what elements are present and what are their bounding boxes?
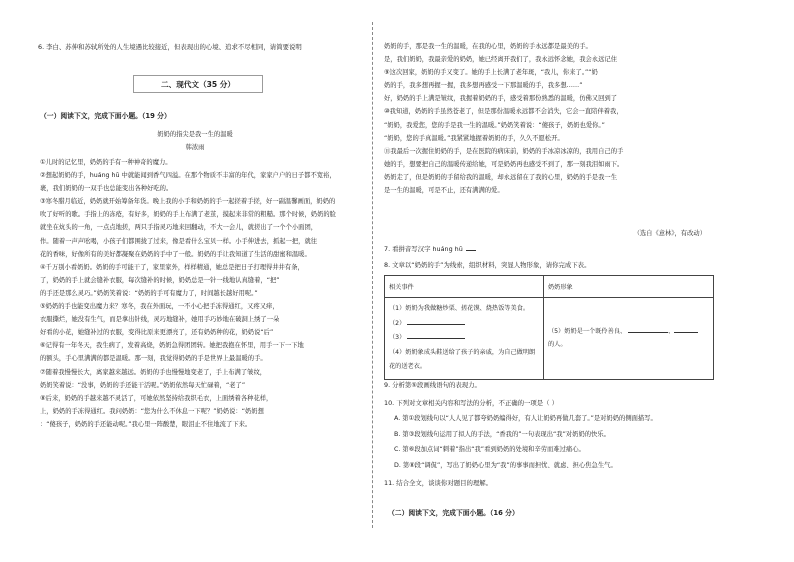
- answer-table: [384, 275, 714, 380]
- article-line: ⑤奶奶的手也能变出魔力来？寒冬，我在外面玩，一不小心把手冻得通红，又疼又痒，: [40, 303, 279, 311]
- question-7-text: 7. 看拼音写汉字 huáng hū: [384, 245, 463, 253]
- question-11: 11. 结合全文，谈谈你对题目的理解。: [384, 479, 493, 487]
- article-line: “奶奶，您的手真温暖。”我紧紧地握着奶奶的手，久久不愿松开。: [384, 134, 564, 142]
- option-b[interactable]: B. 第③段划线句运用了拟人的手法，“香我的”一句表现出“我”对奶奶的快乐。: [394, 430, 610, 438]
- article-line: 好，奶奶的手上满是皱纹，我握着奶奶的手，感受着那份熟悉的温暖，仿佛又回到了: [384, 95, 617, 103]
- article-line: 奶奶的手，那是我一生的温暖，在我的心里，奶奶的手永远都是最美的手。: [384, 43, 592, 50]
- article-line: ⑪我最后一次握住奶奶的手，是在医院的病床前，奶奶的手冰凉冰凉的，我用自己的手: [384, 147, 624, 155]
- article-line: 好看的小花，她缝补过的衣服，变得比原来更漂亮了，还有奶奶种的花，奶奶说“后”: [40, 329, 274, 337]
- column-divider: [372, 22, 373, 528]
- table-event-3: （3）: [389, 331, 539, 346]
- table-image-cell: （5）奶奶是一个既伶善良、 、 的人。: [544, 298, 714, 380]
- article-author: 韩浓雨: [185, 144, 205, 151]
- article-line: ④千万别小看奶奶。奶奶的手可能干了，家里家外，样样精通，她总是把日子打理得井井有条，: [40, 263, 304, 271]
- section-title: 二、现代文（35 分）: [161, 79, 235, 89]
- part1-heading: （一）阅读下文，完成下面小题。（19 分）: [40, 112, 171, 120]
- table-events-cell: [385, 298, 544, 380]
- article-body-right: [384, 40, 716, 197]
- article-title: 奶奶的指尖是我一生的温暖: [157, 131, 233, 138]
- table-event-1: （1）奶奶为我做糖炒栗、搓花馍、烧热饭等美食。: [389, 305, 530, 312]
- article-line: 奶奶笑着说：“没事，奶奶的手还能干活呢。”奶奶依然每天忙碌着，“老了”: [40, 381, 246, 389]
- article-line: ⑥记得有一年冬天，我生病了，发着高烧，奶奶急得团团转。她把我抱在怀里，用手一下一下地: [40, 342, 304, 350]
- question-10: 10. 下列对文章相关内容和写法的分析，不正确的一项是（ ）: [384, 399, 558, 407]
- left-column: [28, 0, 362, 562]
- article-line: 就坐在炕头的一角，一点点地搓，两只手指灵巧地来回翻动，不大一会儿，就搓出了一个个小面团，: [40, 224, 318, 232]
- article-line: ③寒冬腊月临近，奶奶就开始筹备年货。晚上我的小手和奶奶的手一起搓着手搓，好一副温馨画面，奶奶的: [40, 198, 336, 206]
- article-line: 奶的手，我多想再握一握，我多想再感受一下那温暖的手，我多想……”: [384, 82, 583, 90]
- article-line: 作。随着一声声吆喝，小孩子们都围拢了过来，像是看什么宝贝一样。小手伸进去，抓起一把，就往: [40, 237, 318, 245]
- table-header-events: 相关事件: [385, 276, 544, 298]
- question-6: 6. 李白、苏伸和苏轼所处的人生境遇比较接近，但表现出的心境、追求不尽相同，请简要说明: [38, 43, 302, 51]
- source-note: （选自《意林》，有改动）: [633, 230, 706, 237]
- question-9: 9. 分析第⑤段画线语句的表现力。: [384, 381, 481, 389]
- answer-blank-8-5b[interactable]: [674, 326, 698, 333]
- article-line: 吹了好听的歌。手指上的冻疮，有好多，奶奶的手上布满了老茧，摸起来非常的粗糙。那个时候，奶奶的脸: [40, 211, 336, 219]
- article-line: 了，奶奶的手上就会缝补衣服，每次缝补的时候，奶奶总是一针一线地认真缝着，“把”: [40, 276, 280, 284]
- article-line: 上，奶奶的手冻得通红。我问奶奶：“您为什么不休息一下呢？”奶奶说：“奶奶想: [40, 407, 264, 415]
- article-line: ⑨这次回家，奶奶的手又变了。她的手上长满了老年斑，“我儿，你来了。”“奶: [384, 69, 598, 77]
- article-line: ⑩我知道，奶奶的手虽然苍老了，但是那份温暖永远都不会消失，它会一直陪伴着我，: [384, 108, 623, 116]
- article-line: 是，我们奶奶，我最亲爱的奶奶，她已经离开我们了，我永远怀念她，我会永远记住: [384, 56, 617, 64]
- option-d[interactable]: D. 第⑧段“调侃”，写出了奶奶心里为“我”的事事而担忧、就虑、担心焦急生气。: [394, 461, 617, 469]
- article-line: 花的香味，好像所有的美好都凝聚在奶奶的手中了一般。奶奶的手让我知道了生活的甜蜜和温暖。: [40, 250, 311, 258]
- table-event-2: （2）: [389, 317, 539, 332]
- question-10-options: [394, 411, 716, 473]
- question-8: 8. 文章以“奶奶的手”为线索，组织材料，突显人物形象，请你完成下表。: [384, 261, 591, 269]
- table-event-4: （4）奶奶象成头鞋送给了孩子的亲戚，为自己做明朗花的送老衣。: [389, 348, 536, 370]
- article-line: 她的手，想要把自己的温暖传递给她，可是奶奶再也感受不到了，那一刻我泪如雨下。: [384, 160, 624, 168]
- article-line: 衣服撕烂，她没有生气，而是拿出针线，灵巧地缝补，她用手巧妙地在破洞上绣了一朵: [40, 316, 280, 324]
- article-line: “奶奶，我爱您，您的手是我一生的温暖。”奶奶笑着说：“傻孩子，奶奶也爱你。”: [384, 121, 605, 129]
- answer-blank-7[interactable]: [466, 245, 476, 251]
- article-line: 奶奶走了，但是奶奶的手留给我的温暖，却永远留在了我的心里，奶奶的手是我一生: [384, 173, 617, 181]
- answer-blank-8-3[interactable]: [407, 332, 465, 339]
- article-line: ①儿时的记忆里，奶奶的手有一种神奇的魔力。: [40, 159, 172, 166]
- question-7: [384, 244, 476, 253]
- section-title-box: [133, 75, 263, 93]
- article-line: ⑦随着我慢慢长大，离家越来越远。奶奶的手也慢慢地变老了，手上布满了皱纹，: [40, 368, 267, 376]
- answer-blank-8-2[interactable]: [407, 318, 465, 325]
- article-line: 是一生的温暖，可是不止，还有满满的爱。: [384, 187, 504, 195]
- article-line: 的额头，手心里满满的都是温暖。那一刻，我觉得奶奶的手是世界上最温暖的手。: [40, 355, 267, 363]
- answer-blank-8-5a[interactable]: [628, 326, 668, 333]
- article-line: 的手还是那么灵巧。”奶奶笑着说：“奶奶的手可有魔力了，时间越长越好用呢。”: [40, 289, 258, 297]
- right-column: [384, 0, 716, 562]
- option-c[interactable]: C. 第⑥段加点词“刺着”指出“我”看到奶奶的处境和辛劳而难过痛心。: [394, 446, 585, 453]
- part2-heading: （二）阅读下文，完成下面小题。（16 分）: [388, 509, 519, 517]
- table-header-image: 奶奶形象: [544, 276, 714, 298]
- article-line: ：“傻孩子，奶奶的手还能动呢。”我心里一阵酸楚，眼泪止不住地流了下来。: [40, 420, 252, 428]
- article-body-left: [40, 156, 362, 431]
- article-line: ②想起奶奶的手，huáng hū 中就能闻到香气四溢。在那个物质不丰富的年代，家家户户的日子都不宽裕，: [40, 172, 336, 180]
- article-line: 裹，我们奶奶的一双手也总能变出各种好吃的。: [40, 185, 173, 193]
- article-line: ⑧后来，奶奶的手越来越不灵活了，可她依然坚持给我织毛衣，上面绣着各种花样，: [40, 394, 273, 402]
- option-a[interactable]: A. 第①段划线句以“人人见了都夸奶奶编得好，有人让奶奶再做几套了。”是对奶奶的侧面描写。: [394, 415, 657, 422]
